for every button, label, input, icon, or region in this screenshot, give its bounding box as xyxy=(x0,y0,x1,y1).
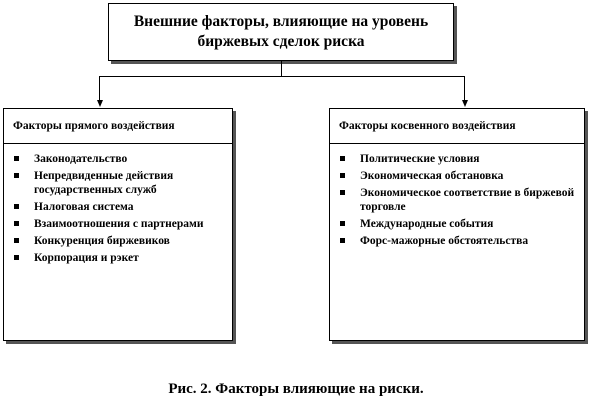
arrow-down-icon xyxy=(97,100,103,107)
indirect-factors-box xyxy=(329,108,585,341)
factor-label: Международные события xyxy=(360,218,494,230)
indirect-factors-list xyxy=(330,144,584,248)
factor-list-item xyxy=(8,152,226,166)
factor-list-item xyxy=(8,234,226,248)
square-bullet-icon xyxy=(14,255,19,260)
square-bullet-icon xyxy=(14,204,19,209)
square-bullet-icon xyxy=(14,238,19,243)
connector-right-drop xyxy=(464,76,465,100)
arrow-down-icon xyxy=(462,100,468,107)
square-bullet-icon xyxy=(14,221,19,226)
factor-list-item xyxy=(8,217,226,231)
factor-label: Политические условия xyxy=(360,153,480,165)
square-bullet-icon xyxy=(14,173,19,178)
square-bullet-icon xyxy=(340,221,345,226)
main-factor-box xyxy=(108,3,454,61)
square-bullet-icon xyxy=(340,156,345,161)
factor-label: Экономическая обстановка xyxy=(360,170,504,182)
factor-label: Законодательство xyxy=(34,153,128,165)
factor-list-item xyxy=(334,234,578,248)
factor-label: Конкуренция биржевиков xyxy=(34,235,170,247)
square-bullet-icon xyxy=(340,173,345,178)
factor-list-item xyxy=(8,169,226,197)
factor-label: Корпорация и рэкет xyxy=(34,252,139,264)
factor-list-item xyxy=(334,217,578,231)
factor-label: Непредвиденные действия государственных служб xyxy=(34,170,174,196)
factor-list-item xyxy=(8,200,226,214)
figure-caption: Рис. 2. Факторы влияющие на риски. xyxy=(168,381,424,397)
factor-label: Экономическое соответствие в биржевой торговле xyxy=(360,187,575,213)
connector-horizontal xyxy=(99,76,465,77)
direct-factors-box xyxy=(3,108,233,341)
factor-list-item xyxy=(8,251,226,265)
factor-label: Взаимоотношения с партнерами xyxy=(34,218,204,230)
direct-factors-heading: Факторы прямого воздействия xyxy=(4,109,232,144)
square-bullet-icon xyxy=(340,238,345,243)
connector-left-drop xyxy=(99,76,100,100)
main-factor-title: Внешние факторы, влияющие на уровень биржевых сделок риска xyxy=(133,13,429,50)
indirect-factors-heading: Факторы косвенного воздействия xyxy=(330,109,584,144)
factor-list-item xyxy=(334,152,578,166)
factor-label: Форс-мажорные обстоятельства xyxy=(360,235,529,247)
factor-label: Налоговая система xyxy=(34,201,134,213)
square-bullet-icon xyxy=(14,156,19,161)
factor-list-item xyxy=(334,169,578,183)
factor-list-item xyxy=(334,186,578,214)
direct-factors-list xyxy=(4,144,232,265)
square-bullet-icon xyxy=(340,190,345,195)
connector-vertical-top xyxy=(281,61,282,76)
